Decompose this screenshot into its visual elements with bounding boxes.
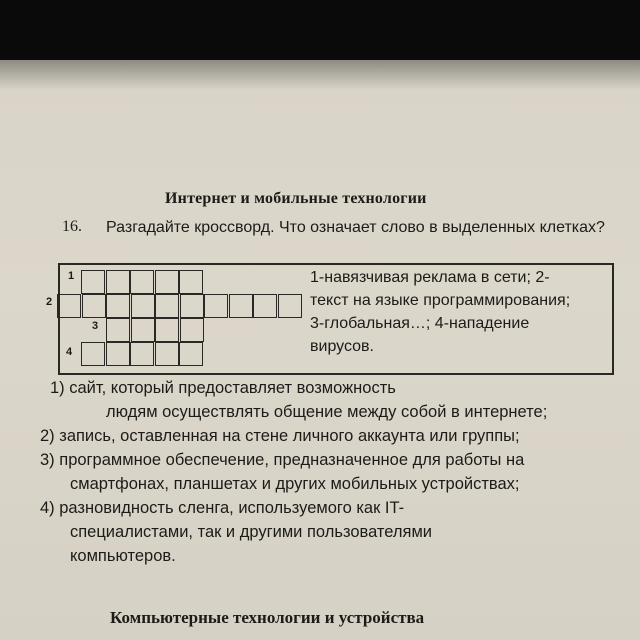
clue-line: текст на языке программирования;: [310, 292, 571, 309]
list-item: [40, 448, 630, 496]
crossword-clues: [310, 266, 610, 358]
task-number: 16.: [62, 218, 82, 235]
clue-line: 1-навязчивая реклама в сети; 2-: [310, 269, 550, 286]
crossword-cell[interactable]: [81, 342, 105, 366]
list-item-line: 3) программное обеспечение, предназначенное для работы на: [40, 451, 525, 469]
next-section-heading: Компьютерные технологии и устройства: [110, 608, 425, 627]
crossword-cell[interactable]: [179, 342, 203, 366]
list-item-line: компьютеров.: [70, 547, 176, 565]
list-item: [40, 424, 630, 448]
list-item-line: людям осуществлять общение между собой в интернете;: [106, 403, 548, 421]
crossword-cell[interactable]: [155, 270, 179, 294]
crossword-cell[interactable]: [106, 342, 130, 366]
crossword-cell[interactable]: [57, 294, 81, 318]
clue-line: вирусов.: [310, 338, 374, 355]
crossword-cell[interactable]: [180, 318, 204, 342]
crossword-number-label: 3: [92, 320, 99, 332]
crossword-cell[interactable]: [131, 318, 155, 342]
crossword-cell[interactable]: [155, 318, 179, 342]
crossword-cell[interactable]: [204, 294, 228, 318]
crossword-cell[interactable]: [229, 294, 253, 318]
list-item-line: 2) запись, оставленная на стене личного аккаунта или группы;: [40, 427, 520, 445]
crossword-cell[interactable]: [179, 270, 203, 294]
list-item-line: 1) сайт, который предоставляет возможность: [50, 379, 396, 397]
list-item-line: смартфонах, планшетах и других мобильных устройствах;: [70, 475, 520, 493]
list-item-line: специалистами, так и другими пользователями: [70, 523, 433, 541]
crossword-cell[interactable]: [106, 318, 130, 342]
crossword-cell[interactable]: [155, 294, 179, 318]
crossword-number-label: 2: [46, 296, 53, 308]
task-text: Разгадайте кроссворд. Что означает слово в выделенных клетках?: [106, 219, 605, 236]
list-item: [40, 376, 630, 424]
crossword-cell[interactable]: [131, 294, 155, 318]
crossword-cell[interactable]: [180, 294, 204, 318]
section-heading: Интернет и мобильные технологии: [165, 190, 427, 207]
list-item-line: 4) разновидность сленга, используемого как IT-: [40, 499, 405, 517]
crossword-cell[interactable]: [155, 342, 179, 366]
crossword-cell[interactable]: [130, 342, 154, 366]
crossword-cell[interactable]: [130, 270, 154, 294]
clue-line: 3-глобальная…; 4-нападение: [310, 315, 530, 332]
page-shadow: [0, 60, 640, 90]
crossword-number-label: 4: [66, 346, 73, 358]
crossword-cell[interactable]: [278, 294, 302, 318]
crossword-cell[interactable]: [81, 270, 105, 294]
crossword-cell[interactable]: [106, 270, 130, 294]
list-item: [40, 496, 630, 568]
answer-list: [40, 376, 630, 568]
crossword-number-label: 1: [68, 270, 75, 282]
crossword-cell[interactable]: [82, 294, 106, 318]
crossword-cell[interactable]: [106, 294, 130, 318]
crossword-cell[interactable]: [253, 294, 277, 318]
